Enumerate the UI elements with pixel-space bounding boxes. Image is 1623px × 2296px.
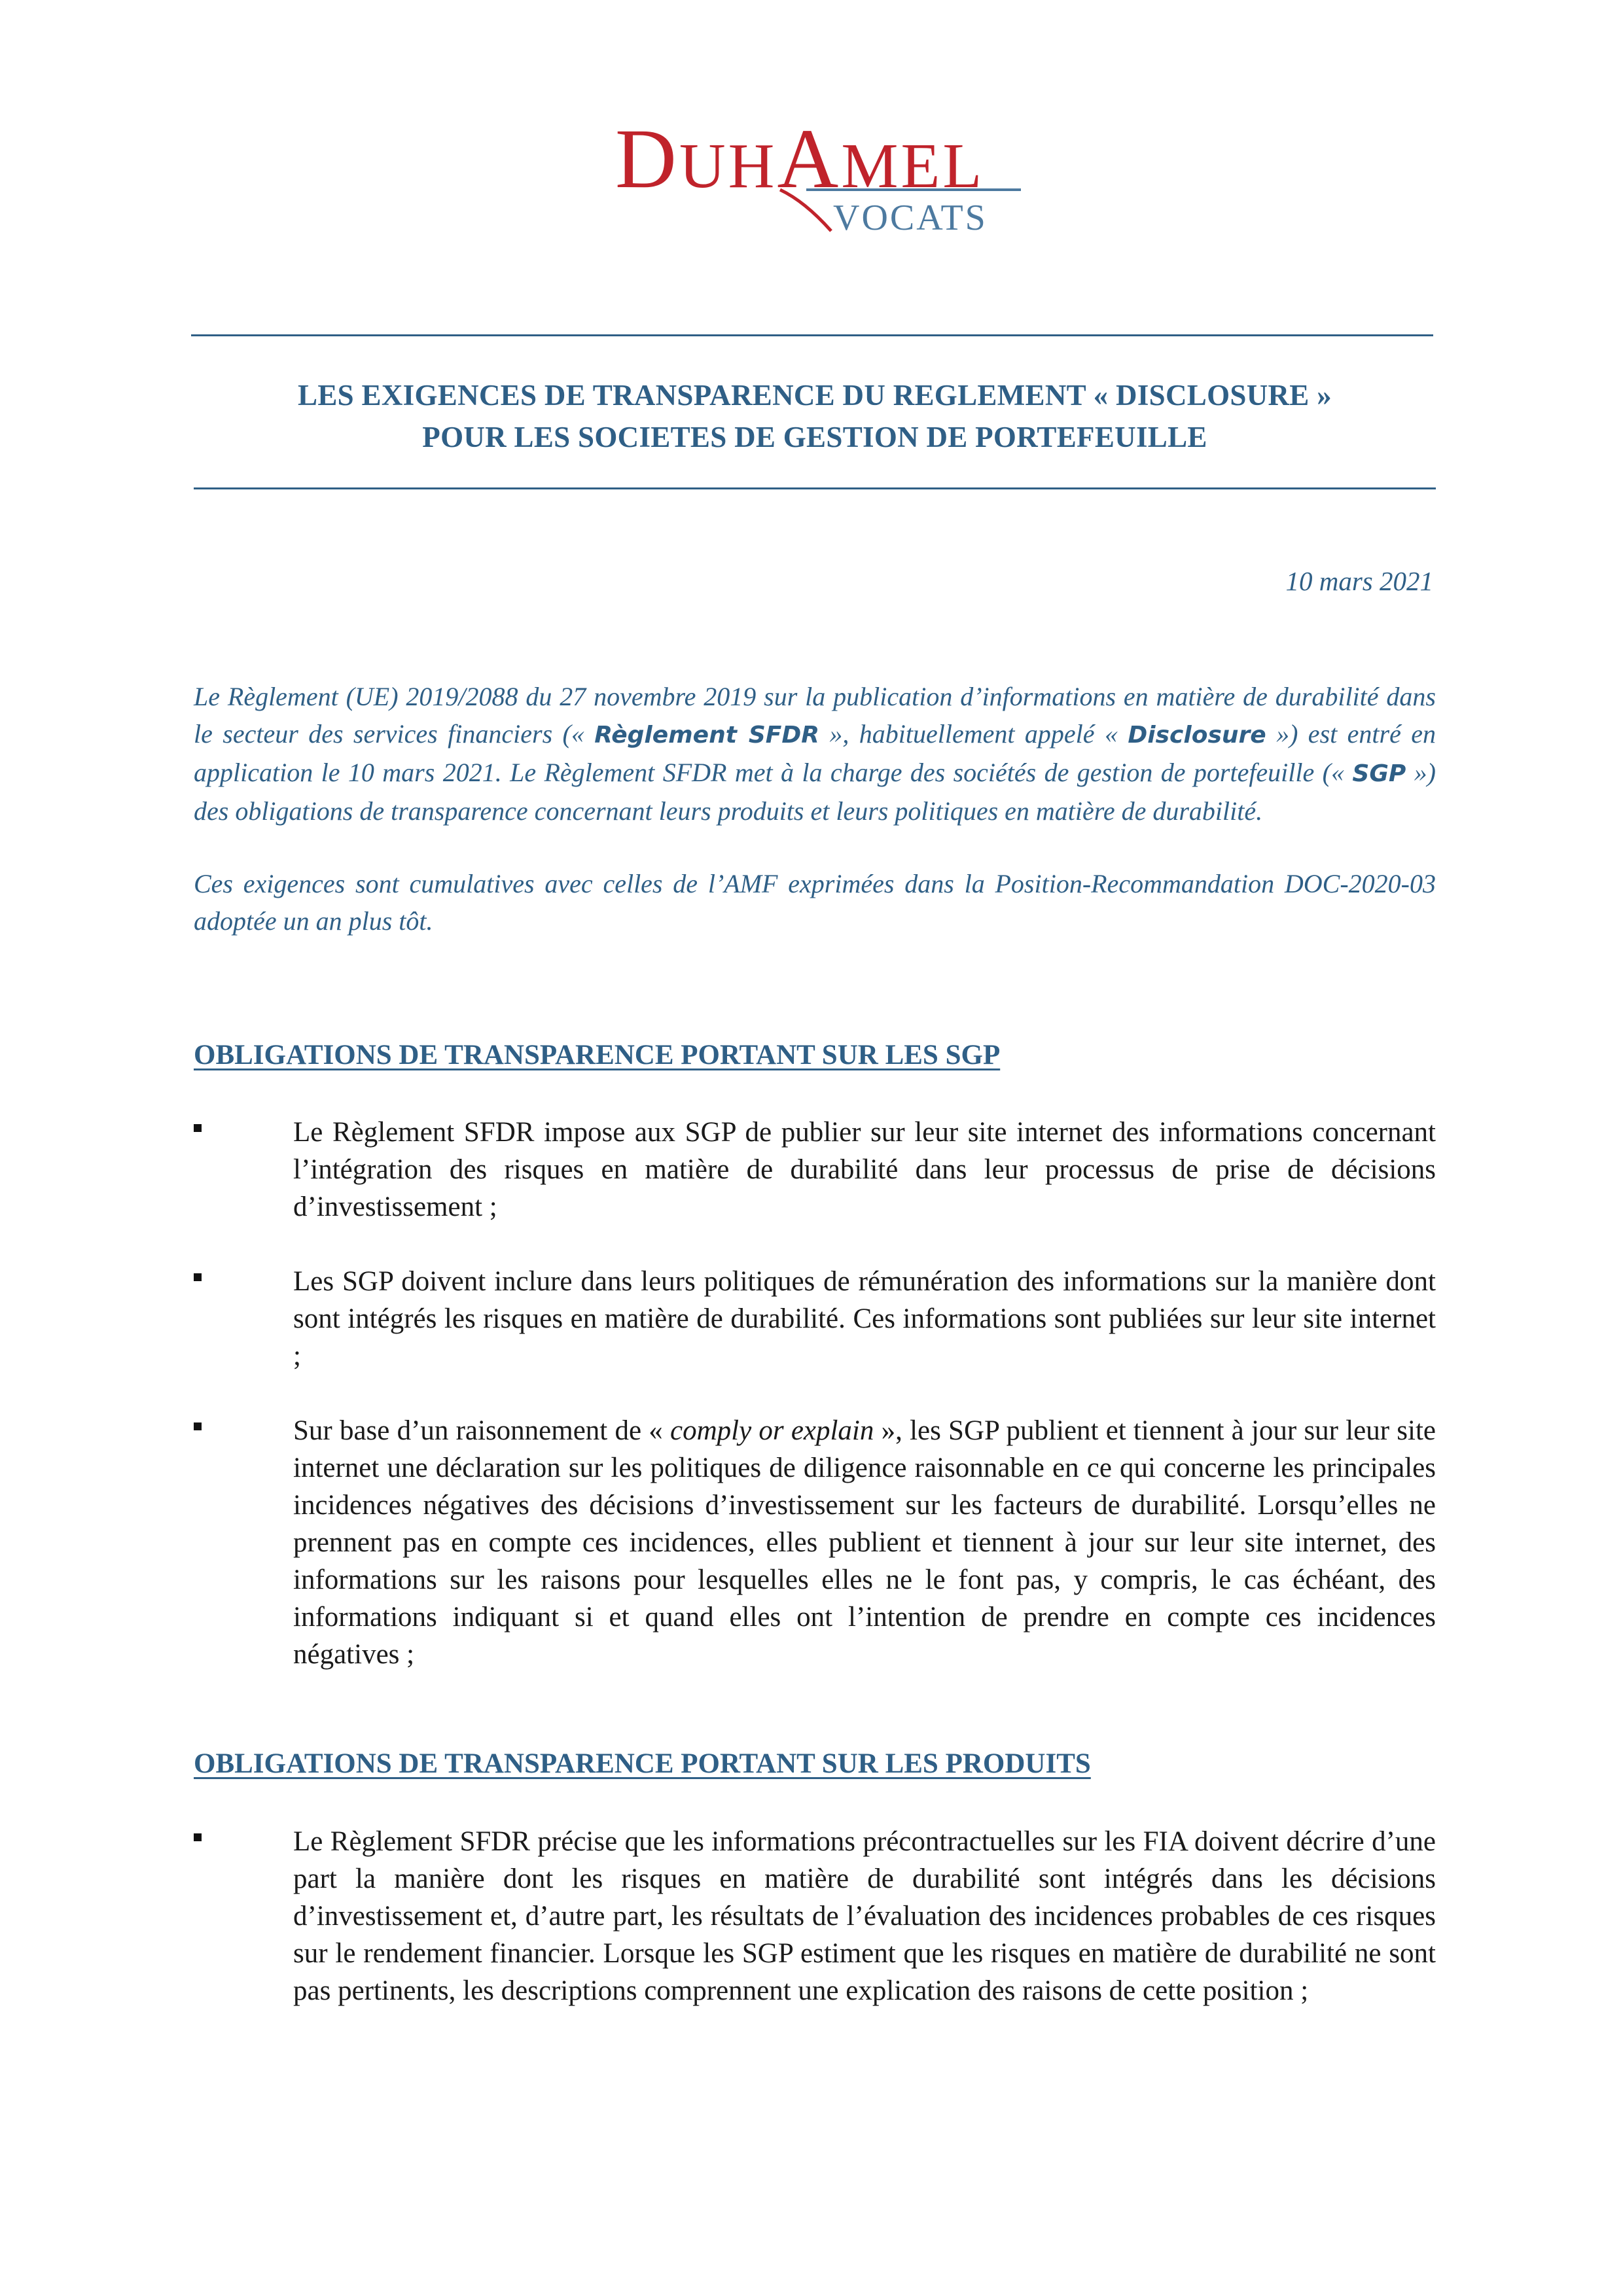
document-date: 10 mars 2021 bbox=[1285, 566, 1433, 596]
list-item-text-a: Sur base d’un raisonnement de « bbox=[293, 1415, 670, 1446]
document-title-line-1: LES EXIGENCES DE TRANSPARENCE DU REGLEMENT « DISCLOSURE » bbox=[298, 379, 1332, 412]
intro-p1-text-g: ») des obligations de transparence concernant leurs produits et leurs politiques en matière de durabilité. bbox=[194, 758, 1436, 826]
svg-text:DUHAMEL: DUHAMEL bbox=[615, 112, 985, 206]
section-heading-sgp: OBLIGATIONS DE TRANSPARENCE PORTANT SUR LES SGP bbox=[194, 1040, 1001, 1070]
intro-paragraph-2: Ces exigences sont cumulatives avec celles de l’AMF exprimées dans la Position-Recommandation DOC-2020-03 adoptée un an plus tôt. bbox=[194, 869, 1436, 936]
square-bullet-icon bbox=[194, 1422, 202, 1430]
list-item-text-c: », les SGP publient et tiennent à jour sur leur site internet une déclaration sur les politiques de diligence raisonnable en ce qui concerne les principales incidences négatives des décisions d’investissement sur les facteurs de durabilité. Lorsqu’elles ne prennent pas en compte ces incidences, elles publient et tiennent à jour sur leur site internet, des informations sur les raisons pour lesquelles elles ne le font pas, y compris, le cas échéant, des informations indiquant si et quand elles ont l’intention de prendre en compte ces incidences négatives ; bbox=[293, 1415, 1436, 1670]
intro-p1-bold-sfdr: Règlement SFDR bbox=[594, 722, 819, 749]
list-item bbox=[194, 1412, 1436, 1673]
intro-paragraph-1 bbox=[194, 678, 1436, 830]
list-item-text-italic: comply or explain bbox=[669, 1415, 874, 1446]
svg-text:VOCATS: VOCATS bbox=[833, 198, 988, 238]
list-item bbox=[194, 1263, 1436, 1375]
title-top-rule bbox=[191, 334, 1433, 336]
document-title bbox=[194, 374, 1436, 458]
document-title-line-2: POUR LES SOCIETES DE GESTION DE PORTEFEUILLE bbox=[422, 421, 1207, 453]
list-item-text: Les SGP doivent inclure dans leurs politiques de rémunération des informations sur la manière dont sont intégrés les risques en matière de durabilité. Ces informations sont publiées sur leur site internet ; bbox=[293, 1266, 1436, 1371]
section-heading-produits: OBLIGATIONS DE TRANSPARENCE PORTANT SUR LES PRODUITS bbox=[194, 1748, 1091, 1779]
list-item bbox=[194, 1823, 1436, 2009]
intro-p1-bold-disclosure: Disclosure bbox=[1128, 722, 1266, 749]
list-item-text: Le Règlement SFDR impose aux SGP de publier sur leur site internet des informations concernant l’intégration des risques en matière de durabilité dans leur processus de prise de décisions d’investissement ; bbox=[293, 1117, 1436, 1222]
duhamel-avocats-logo bbox=[615, 110, 1021, 241]
list-item-text: Le Règlement SFDR précise que les informations précontractuelles sur les FIA doivent décrire d’une part la manière dont les risques en matière de durabilité sont intégrés dans les décisions d’investissement et, d’autre part, les résultats de l’évaluation des incidences probables de ces risques sur le rendement financier. Lorsque les SGP estiment que les risques en matière de durabilité ne sont pas pertinents, les descriptions comprennent une explication des raisons de cette position ; bbox=[293, 1826, 1436, 2006]
square-bullet-icon bbox=[194, 1273, 202, 1281]
intro-p1-text-a: Le Règlement (UE) 2019/2088 du 27 novembre 2019 sur la publication d’informations en matière de durabilité dans le secteur des services financiers (« bbox=[194, 682, 1436, 749]
title-bottom-rule bbox=[194, 487, 1436, 489]
intro-p1-text-c: », habituellement appelé « bbox=[819, 719, 1128, 749]
intro-p1-bold-sgp: SGP bbox=[1352, 760, 1406, 787]
list-item-text bbox=[293, 1412, 1436, 1673]
square-bullet-icon bbox=[194, 1833, 202, 1841]
intro-p1-text-e: ») est entré en application le 10 mars 2021. Le Règlement SFDR met à la charge des sociétés de gestion de portefeuille (« bbox=[194, 719, 1436, 787]
list-item bbox=[194, 1114, 1436, 1226]
square-bullet-icon bbox=[194, 1124, 202, 1132]
